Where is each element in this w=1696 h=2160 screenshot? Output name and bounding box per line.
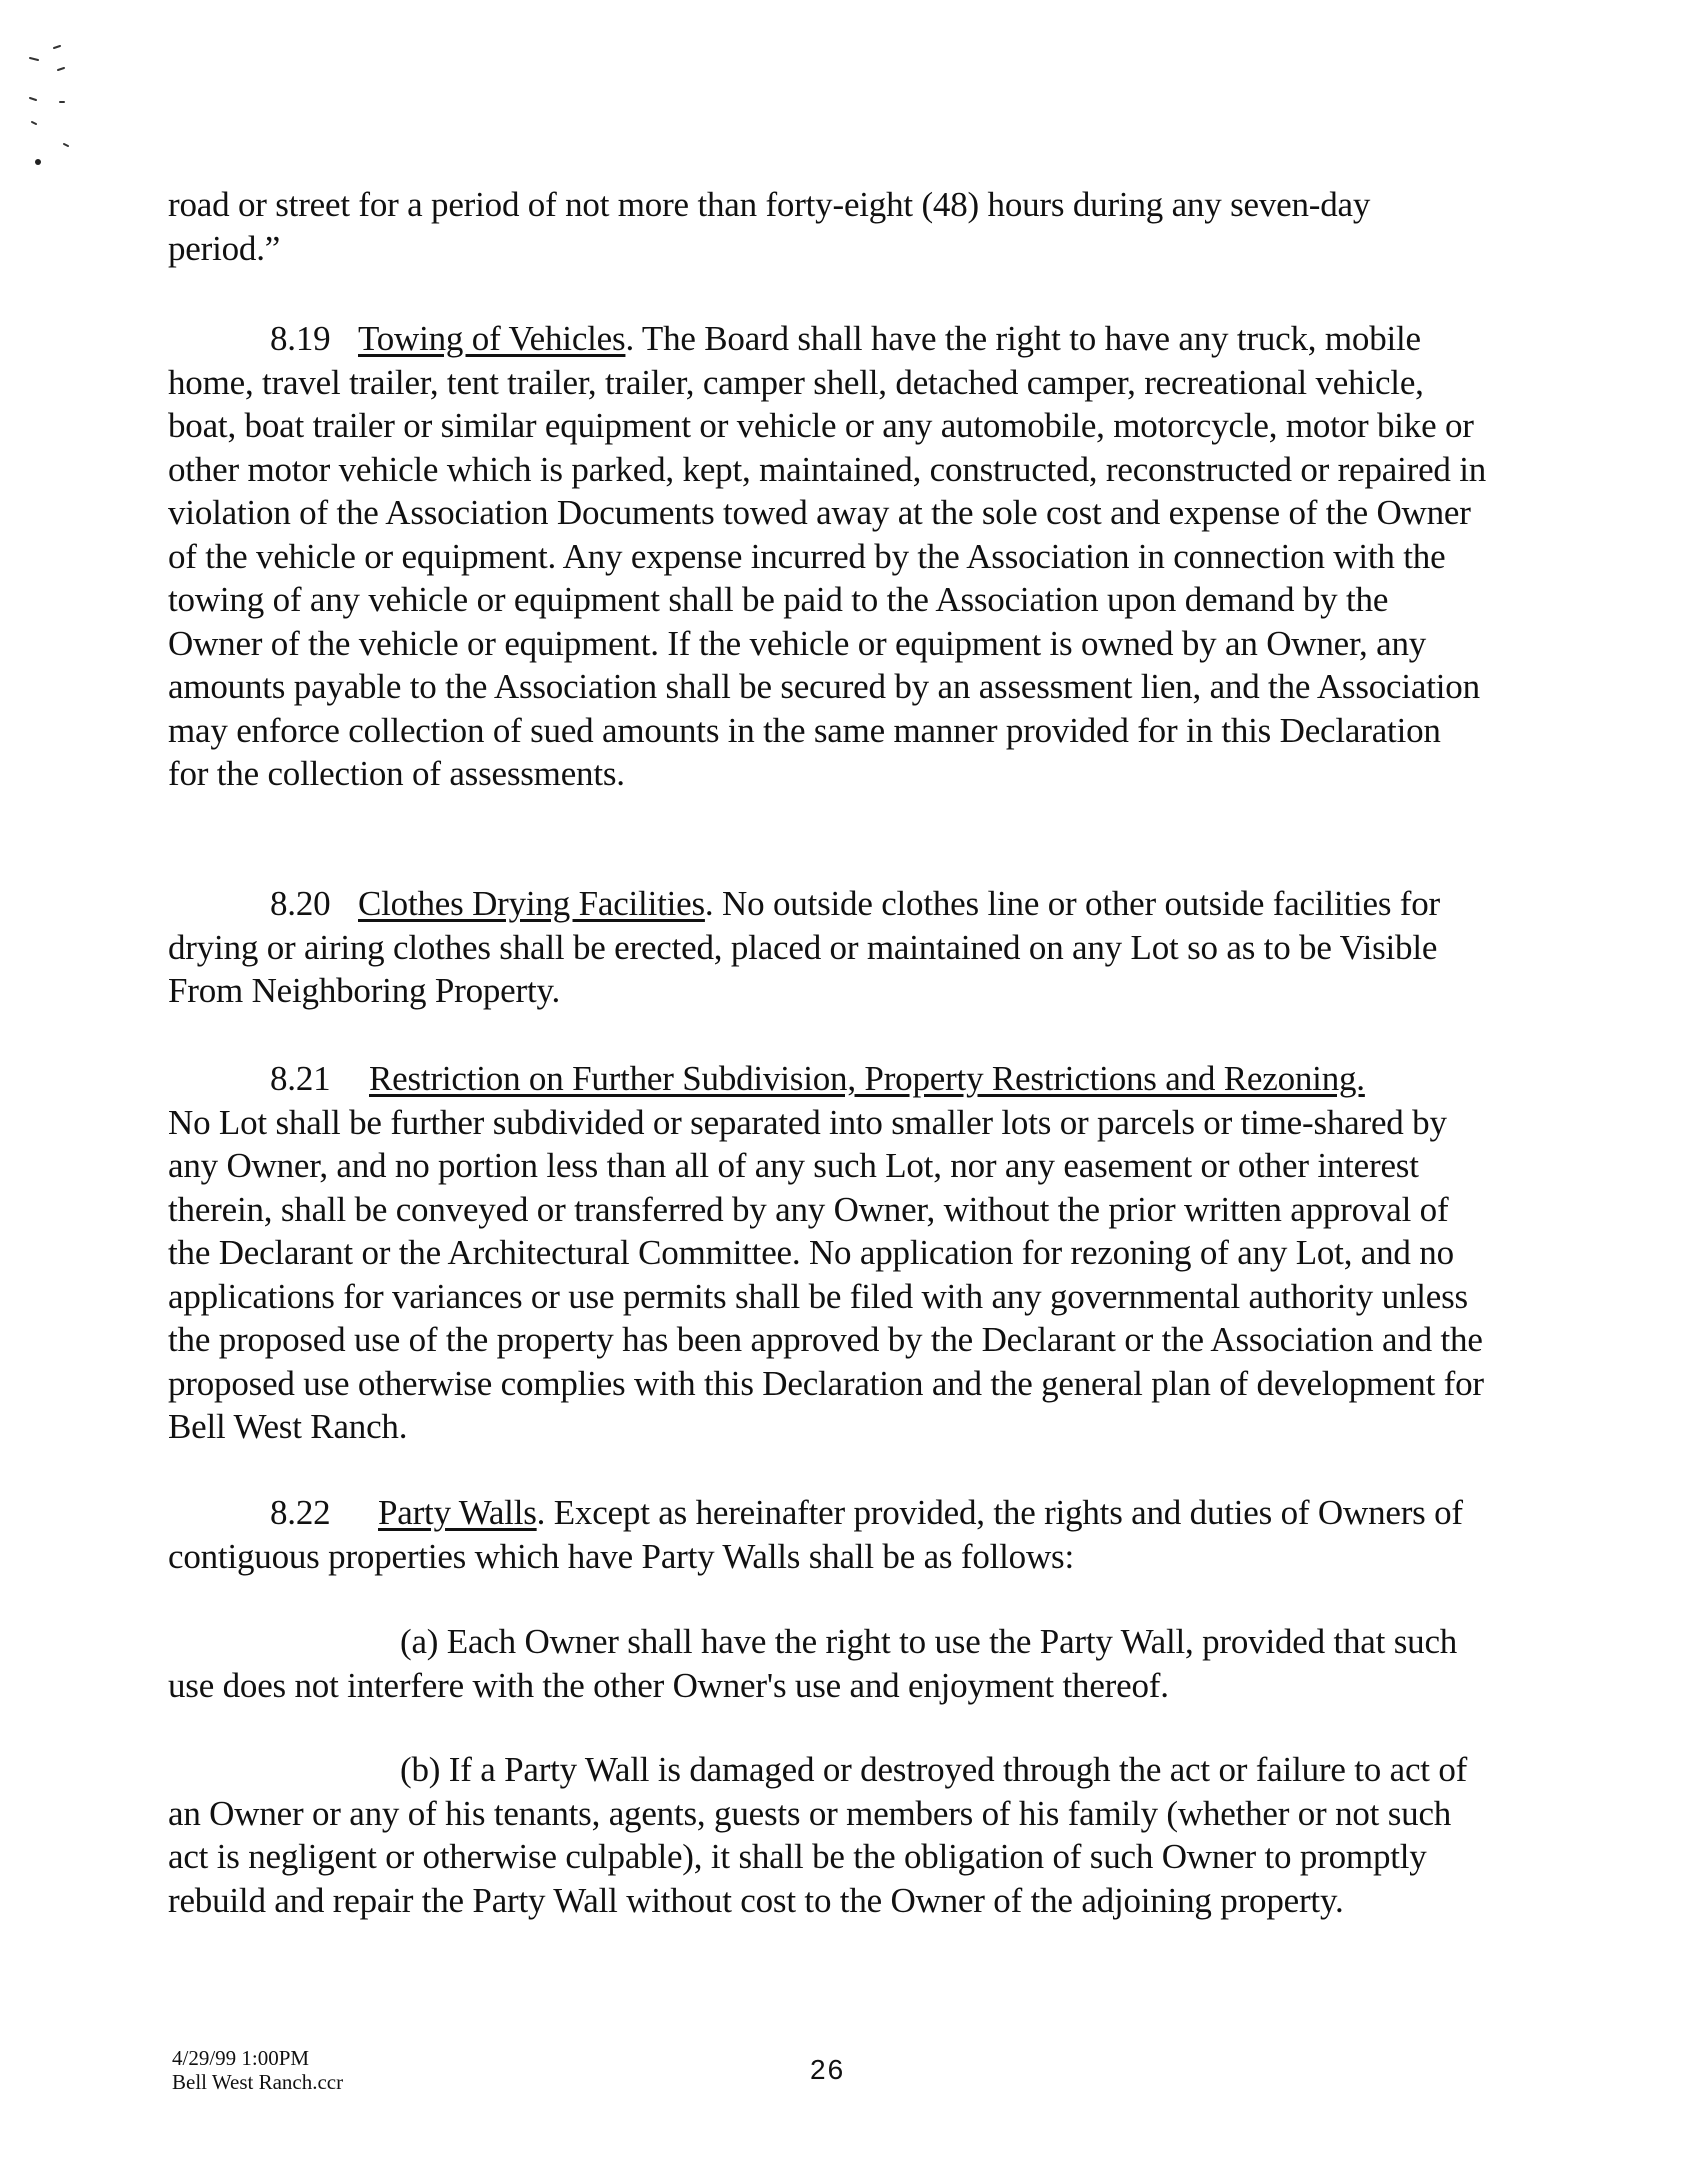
section-title: Clothes Drying Facilities: [358, 884, 705, 923]
scan-margin-marks: [20, 40, 80, 170]
section-number: 8.21: [270, 1059, 331, 1098]
section-8-19: [168, 317, 1488, 796]
section-title: Restriction on Further Subdivision, Property Restrictions and Rezoning.: [369, 1059, 1365, 1098]
section-number: 8.20: [270, 884, 331, 923]
section-title: Party Walls: [378, 1493, 537, 1532]
section-8-21: [168, 1057, 1488, 1449]
section-body: . No outside clothes line or other outside facilities for drying or airing clothes shall be erected, placed or maintained on any Lot so as to be Visible From Neighboring Property.: [168, 884, 1441, 1010]
subsection-text: (a) Each Owner shall have the right to use the Party Wall, provided that such use does not interfere with the other Owner's use and enjoyment thereof.: [168, 1622, 1458, 1705]
footer-meta: [172, 2046, 343, 2094]
subsection-text: (b) If a Party Wall is damaged or destroyed through the act or failure to act of an Owner or any of his tenants, agents, guests or members of his family (whether or not such act is negligent or otherwise culpable), it shall be the obligation of such Owner to promptly rebuild and repair the Party Wall without cost to the Owner of the adjoining property.: [168, 1750, 1468, 1920]
section-8-20: [168, 882, 1488, 1013]
section-8-22-b: [168, 1748, 1488, 1922]
section-8-22-a: [168, 1620, 1488, 1707]
section-8-22: [168, 1491, 1488, 1578]
section-body: No Lot shall be further subdivided or separated into smaller lots or parcels or time-shared by any Owner, and no portion less than all of any such Lot, nor any easement or other interest therein, shall be conveyed or transferred by any Owner, without the prior written approval of the Declarant or the Architectural Committee. No application for rezoning of any Lot, and no applications for variances or use permits shall be filed with any governmental authority unless the proposed use of the property has been approved by the Declarant or the Association and the proposed use otherwise complies with this Declaration and the general plan of development for Bell West Ranch.: [168, 1102, 1484, 1446]
section-body: . The Board shall have the right to have any truck, mobile home, travel trailer, tent trailer, trailer, camper shell, detached camper, recreational vehicle, boat, boat trailer or similar equipment or vehicle or any automobile, motorcycle, motor bike or other motor vehicle which is parked, kept, maintained, constructed, reconstructed or repaired in violation of the Association Documents towed away at the sole cost and expense of the Owner of the vehicle or equipment. Any expense incurred by the Association in connection with the towing of any vehicle or equipment shall be paid to the Association upon demand by the Owner of the vehicle or equipment. If the vehicle or equipment is owned by an Owner, any amounts payable to the Association shall be secured by an assessment lien, and the Association may enforce collection of sued amounts in the same manner provided for in this Declaration for the collection of assessments.: [168, 319, 1487, 793]
continuation-text: road or street for a period of not more than forty-eight (48) hours during any seven-day period.”: [168, 185, 1371, 268]
paragraph-continuation: [168, 183, 1488, 270]
page-number: 26: [810, 2054, 846, 2085]
footer-filename: Bell West Ranch.ccr: [172, 2070, 344, 2094]
section-body: . Except as hereinafter provided, the rights and duties of Owners of contiguous properties which have Party Walls shall be as follows:: [168, 1493, 1463, 1576]
section-number: 8.22: [270, 1493, 331, 1532]
footer-timestamp: 4/29/99 1:00PM: [172, 2046, 310, 2070]
section-title: Towing of Vehicles: [358, 319, 626, 358]
section-number: 8.19: [270, 319, 331, 358]
